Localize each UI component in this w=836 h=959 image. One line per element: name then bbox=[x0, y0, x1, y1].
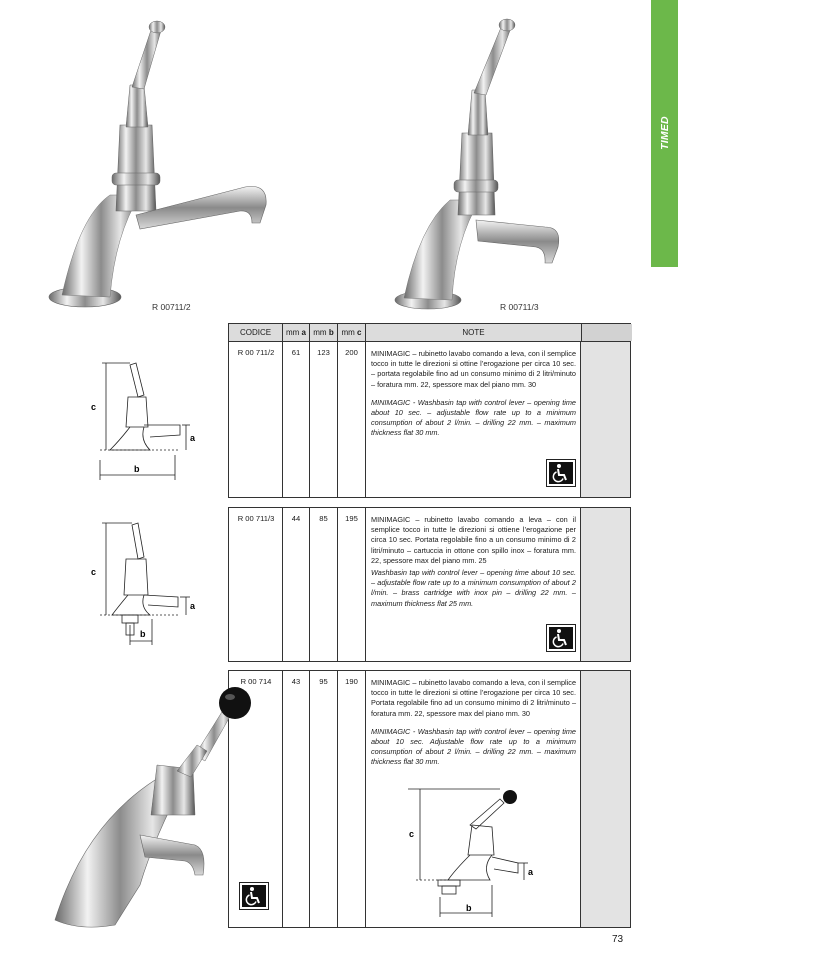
row-code: R 00 711/3 bbox=[237, 514, 275, 523]
header-mm-b-unit: mm bbox=[313, 328, 327, 337]
technical-drawing-711-3 bbox=[40, 515, 200, 650]
photo-label-711-3: R 00711/3 bbox=[500, 302, 539, 312]
header-note: NOTE bbox=[366, 324, 582, 341]
header-code: CODICE bbox=[229, 324, 283, 341]
row-note bbox=[371, 349, 576, 439]
row-note-en: MINIMAGIC - Washbasin tap with control lever – opening time about 10 sec. Adjustable flow rate up to a minimum consumption of about 2 l/min. – drilling 22 mm. – maximum thickness flat 30 mm. bbox=[371, 726, 576, 767]
table-row-711-2 bbox=[228, 341, 631, 498]
dim-label-c: c bbox=[408, 829, 414, 839]
row-note-it: MINIMAGIC – rubinetto lavabo comando a leva, con il semplice tocco in tutte le direzioni si ottine l’erogazione per circa 10 sec. – portata regolabile fino ad un consumo minimo di 2 litri/minuto – foratura mm. 22, spessore max del piano mm. 30 bbox=[371, 349, 576, 389]
wheelchair-accessible-icon bbox=[239, 882, 269, 910]
dim-label-a: a bbox=[190, 433, 196, 443]
table-row-711-3 bbox=[228, 507, 631, 662]
row-blank-col bbox=[580, 508, 630, 661]
row-c: 195 bbox=[345, 514, 358, 523]
table-header bbox=[228, 323, 631, 341]
technical-drawing-711-2 bbox=[40, 355, 200, 485]
row-b: 85 bbox=[319, 514, 328, 523]
row-note-it: MINIMAGIC – rubinetto lavabo comando a leva – con il semplice tocco in tutte le direzioni si ottiene l’erogazione per circa 10 sec. Portata regolabile fino a un consumo minimo di 2 litri/minuto – cartuccia in ottone con spillo inox – foratura mm. 22, spessore max del piano mm. 25 bbox=[371, 515, 576, 565]
header-mm-c-unit: mm bbox=[341, 328, 355, 337]
dim-label-c: c bbox=[90, 567, 96, 577]
header-mm-a bbox=[283, 324, 310, 341]
dim-label-c: c bbox=[90, 402, 96, 412]
product-photo-711-2 bbox=[40, 15, 280, 315]
row-a: 43 bbox=[291, 677, 301, 686]
section-tab bbox=[651, 0, 836, 267]
header-mm-a-letter: a bbox=[301, 328, 306, 337]
row-b: 95 bbox=[319, 677, 328, 686]
row-c: 190 bbox=[345, 677, 358, 686]
dim-label-b: b bbox=[140, 629, 146, 639]
row-note bbox=[371, 678, 576, 768]
product-photo-711-3 bbox=[390, 15, 590, 315]
row-b: 123 bbox=[317, 348, 330, 357]
row-note-en: MINIMAGIC - Washbasin tap with control lever – opening time about 10 sec. – adjustable flow rate up to a minimum consumption of about 2 l/min. – drilling 22 mm. – maximum thickness flat 30 mm. bbox=[371, 397, 576, 438]
wheelchair-accessible-icon bbox=[546, 459, 576, 487]
header-mm-c-letter: c bbox=[357, 328, 362, 337]
row-blank-col bbox=[580, 671, 630, 927]
technical-drawing-714 bbox=[400, 785, 540, 920]
row-note-en: Washbasin tap with control lever – opening time about 10 sec. – adjustable flow rate up to a minimum consumption of about 2 l/min. – brass cartridge with inox pin – drilling 22 mm. – maximum thickness flat 25 mm. bbox=[371, 568, 576, 608]
header-blank bbox=[582, 324, 632, 341]
page-number: 73 bbox=[612, 934, 624, 945]
row-blank-col bbox=[580, 342, 630, 497]
dim-label-b: b bbox=[134, 464, 140, 474]
row-a: 61 bbox=[291, 348, 301, 357]
header-mm-b bbox=[310, 324, 338, 341]
header-mm-b-letter: b bbox=[328, 328, 334, 337]
wheelchair-accessible-icon bbox=[546, 624, 576, 652]
dim-label-a: a bbox=[528, 867, 534, 877]
header-mm-c bbox=[338, 324, 366, 341]
row-a: 44 bbox=[291, 514, 301, 523]
dim-label-a: a bbox=[190, 601, 196, 611]
header-mm-a-unit: mm bbox=[285, 328, 300, 337]
row-note bbox=[371, 515, 576, 609]
row-code: R 00 714 bbox=[240, 677, 272, 686]
row-c: 200 bbox=[345, 348, 358, 357]
dim-label-b: b bbox=[466, 903, 472, 913]
row-code: R 00 711/2 bbox=[237, 348, 275, 357]
photo-label-711-2: R 00711/2 bbox=[152, 302, 191, 312]
section-tab-text-en: TIMED bbox=[658, 116, 671, 150]
section-tab-label bbox=[651, 0, 836, 267]
section-tab-text-it: TEMPORIZZATI – bbox=[747, 127, 836, 140]
row-note-it: MINIMAGIC – rubinetto lavabo comando a leva, con il semplice tocco in tutte le direzioni si ottine l’erogazione per circa 10 sec. Portata regolabile fino ad un consumo minimo di 2 litri/minuto – foratura mm. 22, spessore max del piano mm. 30 bbox=[371, 678, 576, 718]
